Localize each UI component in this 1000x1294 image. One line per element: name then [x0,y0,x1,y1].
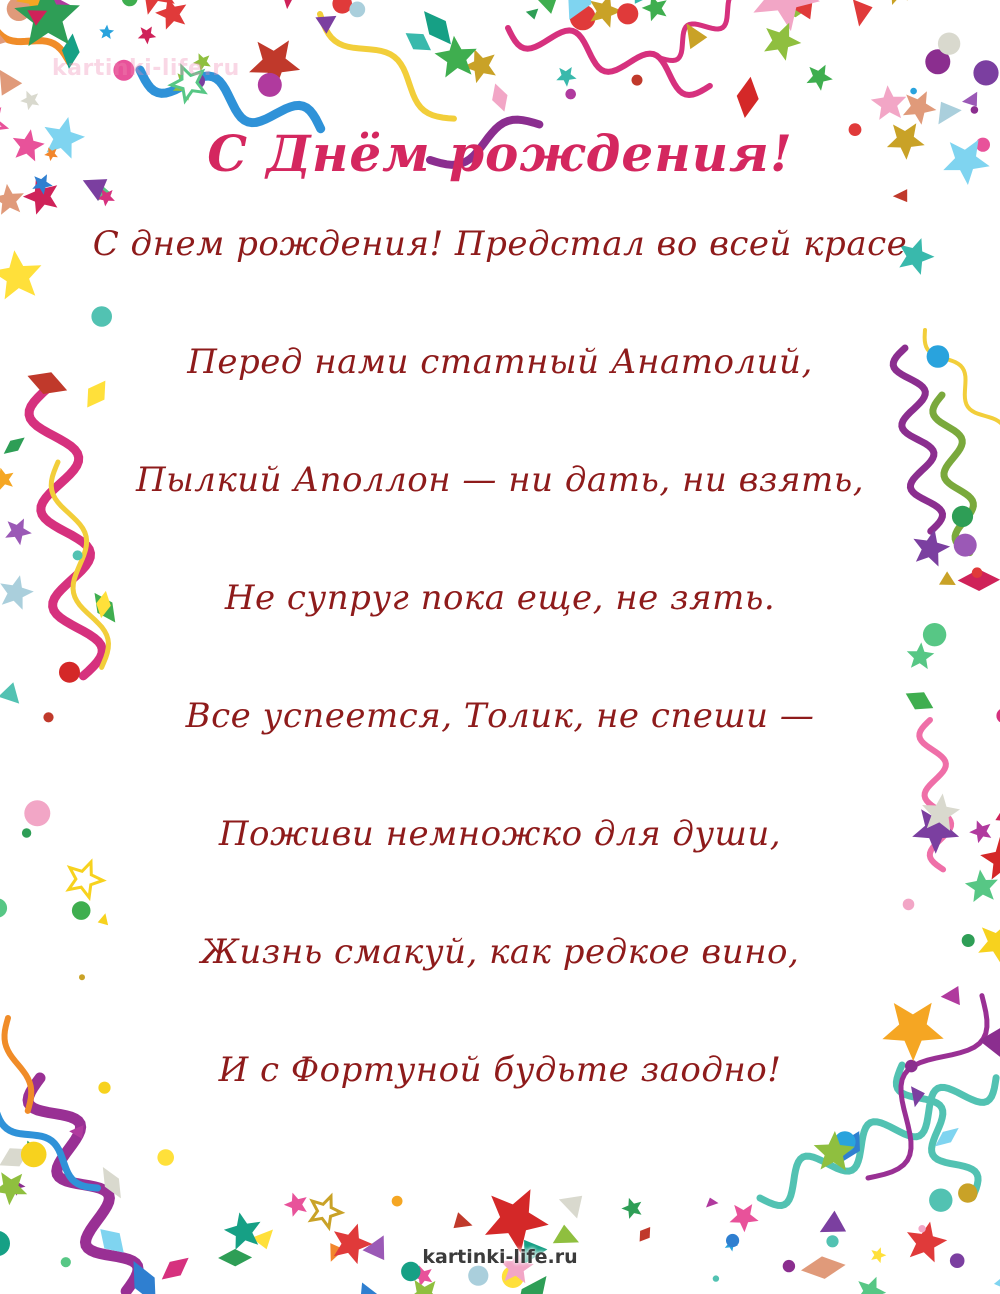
card-title: С Днём рождения! [207,124,793,183]
watermark-bottom: kartinki-life.ru [422,1246,578,1268]
poem-line: Не супруг пока еще, не зять. [224,578,776,618]
poem [50,222,950,1092]
poem-line: Перед нами статный Анатолий, [187,342,813,382]
watermark-top: kartinki-life.ru [52,56,240,81]
poem-line: Жизнь смакуй, как редкое вино, [200,932,800,972]
poem-line: Все успеется, Толик, не спеши — [185,696,815,736]
poem-line: Поживи немножко для души, [218,814,782,854]
poem-line: Пылкий Аполлон — ни дать, ни взять, [135,460,865,500]
poem-line: С днем рождения! Предстал во всей красе [92,224,908,264]
poem-line: И с Фортуной будьте заодно! [218,1050,782,1090]
